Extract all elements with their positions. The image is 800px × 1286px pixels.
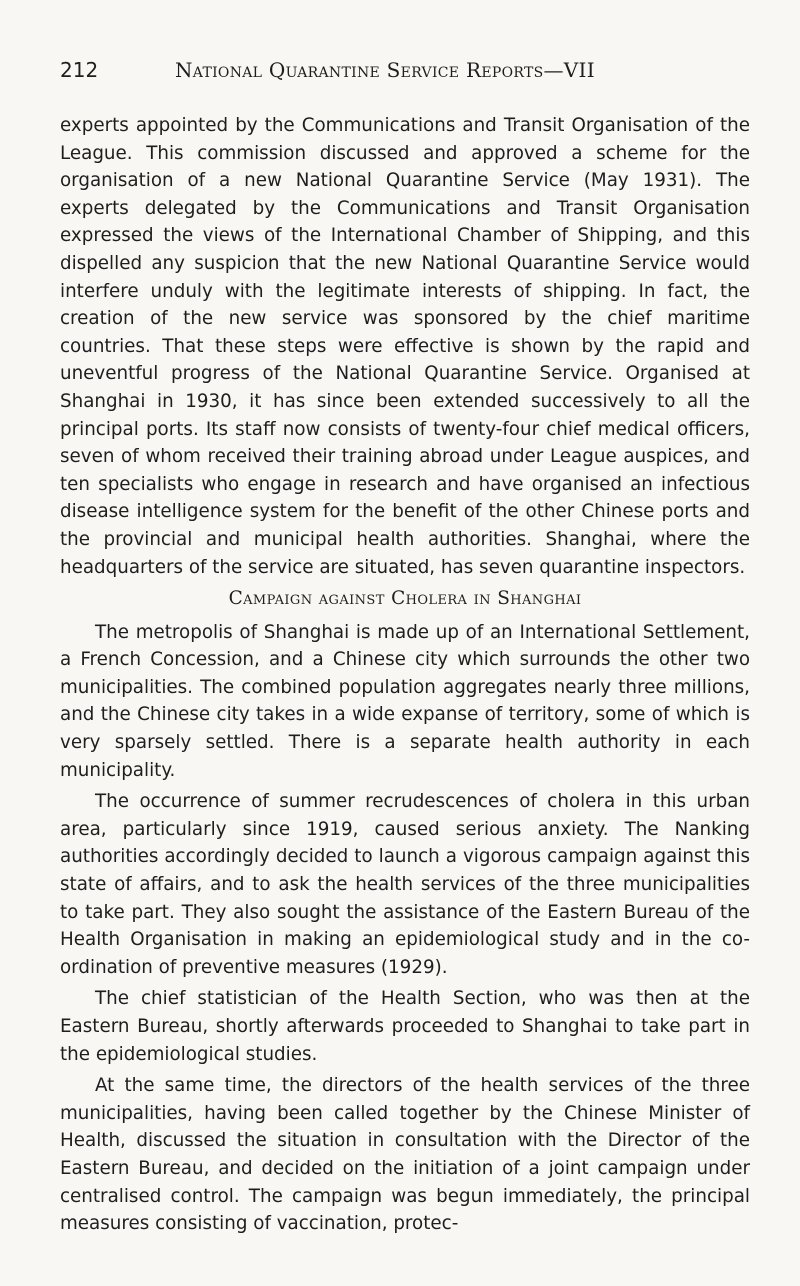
paragraph-shanghai-metropolis: The metropolis of Shanghai is made up of an International Settlement, a French Concession, and a Chinese city which surrounds the other two municipalities. The combined population aggregates nearly three millions, and the Chinese city takes in a wide expanse of territory, some of which is very sparsely settled. There is a separate health authority in each municipality. <box>60 621 750 781</box>
running-title: National Quarantine Service Reports—VII <box>175 58 595 82</box>
paragraph-continuation: experts appointed by the Communications and Transit Organisation of the League. This commission discussed and approved a scheme for the organisation of a new National Quarantine Service (May 1931). The experts delegated by the Communications and Transit Organisation expressed the views of the International Chamber of Shipping, and this dispelled any suspicion that the new National Quarantine Service would interfere unduly with the legitimate interests of shipping. In fact, the creation of the new service was sponsored by the chief maritime countries. That these steps were effective is shown by the rapid and uneventful progress of the National Quarantine Service. Organised at Shanghai in 1930, it has since been extended successively to all the principal ports. Its staff now consists of twenty-four chief medical officers, seven of whom received their training abroad under League auspices, and ten specialists who engage in research and have organised an infectious disease intelligence system for the benefit of the other Chinese ports and the provincial and municipal health authorities. Shanghai, where the headquarters of the service are situated, has seven quarantine inspectors. <box>60 115 750 578</box>
page-number: 212 <box>60 58 99 82</box>
running-head <box>60 58 750 98</box>
paragraph-cholera-occurrence: The occurrence of summer recrudescences of cholera in this urban area, particularly since 1919, caused serious anxiety. The Nanking authorities accordingly decided to launch a vigorous campaign against this state of affairs, and to ask the health services of the three municipalities to take part. They also sought the assistance of the Eastern Bureau of the Health Organisation in making an epidemiological study and in the co-ordination of preventive measures (1929). <box>60 791 750 978</box>
paragraph-chief-statistician: The chief statistician of the Health Section, who was then at the Eastern Bureau, shortly afterwards proceeded to Shanghai to take part in the epidemiological studies. <box>60 988 750 1065</box>
paragraph-joint-campaign: At the same time, the directors of the health services of the three municipalities, having been called together by the Chinese Minister of Health, discussed the situation in consultation with the Director of the Eastern Bureau, and decided on the initiation of a joint campaign under centralised control. The campaign was begun immediately, the principal measures consisting of vaccination, protec- <box>60 1075 750 1235</box>
section-heading: Campaign against Cholera in Shanghai <box>228 588 582 610</box>
body-text <box>60 112 750 1238</box>
